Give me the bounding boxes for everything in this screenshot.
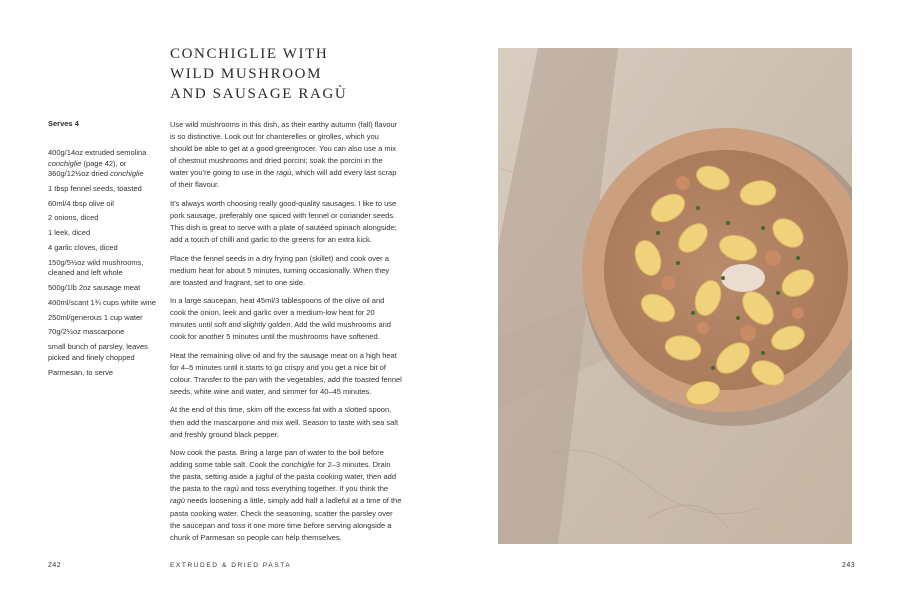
recipe-title — [170, 44, 470, 104]
method-text — [170, 119, 402, 550]
page-number-left: 242 — [48, 562, 62, 569]
ingredient-item: 500g/1lb 2oz sausage meat — [48, 283, 141, 293]
method-paragraph: Use wild mushrooms in this dish, as their earthy autumn (fall) flavour is so distinctive. Look out for chanterelles or girolles, which you should be able to get at a good greengrocer. You can also use a mix of chestnut mushrooms and dried porcini; soak the porcini in the water you’re going to use in the ragù, which will add every last scrap of their flavour. — [170, 120, 398, 190]
page-number-right: 243 — [842, 562, 856, 569]
method-paragraph: Place the fennel seeds in a dry frying pan (skillet) and cook over a medium heat for about 5 minutes, turning occasionally. When they are toasted and fragrant, set to one side. — [170, 253, 390, 287]
ingredient-item: 4 garlic cloves, diced — [48, 242, 118, 252]
recipe-title-line: CONCHIGLIE WITH — [170, 46, 329, 62]
method-paragraph: It’s always worth choosing really good-quality sausages. I like to use pork sausage, preferably one spiced with fennel or coriander seeds. This dish is great to serve with a plate of sautéed spinach alongside; add a touch of chilli and garlic to the greens for an extra kick. — [170, 198, 397, 245]
serves-label: Serves 4 — [48, 119, 79, 128]
ingredient-item: 1 leek, diced — [48, 228, 91, 238]
ingredient-list — [48, 148, 158, 382]
ingredient-item: 2 onions, diced — [48, 213, 99, 223]
method-paragraph: At the end of this time, skim off the excess fat with a slotted spoon, then add the mascarpone and mix well. Season to taste with sea salt and freshly ground black pepper. — [170, 405, 399, 439]
ingredient-item: 250ml/generous 1 cup water — [48, 312, 143, 322]
section-name: EXTRUDED & DRIED PASTA — [170, 562, 292, 569]
method-paragraph: Now cook the pasta. Bring a large pan of water to the boil before adding some table salt. Cook the conchiglie for 2–3 minutes. Drain the pasta, setting aside a jugful of the pasta cooking water, then add the pasta to the ragù and toss everything together. If you think the ragù needs loosening a little, simply add half a ladleful at a time of the pasta cooking water. Check the seasoning, scatter the parsley over the saucepan and toss it one more time before serving alongside a chunk of Parmesan so people can help themselves. — [170, 448, 402, 542]
ingredient-item: 150g/5½oz wild mushrooms, cleaned and left whole — [48, 257, 144, 278]
ingredient-item: small bunch of parsley, leaves picked and finely chopped — [48, 342, 148, 362]
ingredient-item: 1 tbsp fennel seeds, toasted — [48, 183, 142, 193]
ingredient-item: 400g/14oz extruded semolina conchiglie (page 42), or 360g/12½oz dried conchiglie — [48, 148, 147, 178]
parmesan-shavings — [721, 264, 765, 292]
recipe-title-line: AND SAUSAGE RAGÙ — [170, 86, 348, 102]
method-paragraph: Heat the remaining olive oil and fry the sausage meat on a high heat for 4–5 minutes until it starts to go crispy and you get a nice bit of colour. Transfer to the pan with the vegetables, add the toasted fennel seeds, white wine and water, and simmer for 40–45 minutes. — [170, 350, 402, 397]
ingredient-item: 60ml/4 tbsp olive oil — [48, 198, 114, 208]
pasta-bowl-illustration — [498, 48, 852, 544]
ingredient-item: Parmesan, to serve — [48, 367, 114, 377]
method-paragraph: In a large saucepan, heat 45ml/3 tablespoons of the olive oil and cook the onion, leek and garlic over a medium-low heat for 20 minutes until soft and slightly golden. Add the wild mushrooms and cook for another 5 minutes until the mushrooms have softened. — [170, 296, 391, 342]
recipe-title-line: WILD MUSHROOM — [170, 66, 323, 82]
ingredient-item: 400ml/scant 1¾ cups white wine — [48, 297, 156, 307]
dish-photo — [498, 48, 852, 544]
ingredient-item: 70g/2½oz mascarpone — [48, 327, 125, 337]
